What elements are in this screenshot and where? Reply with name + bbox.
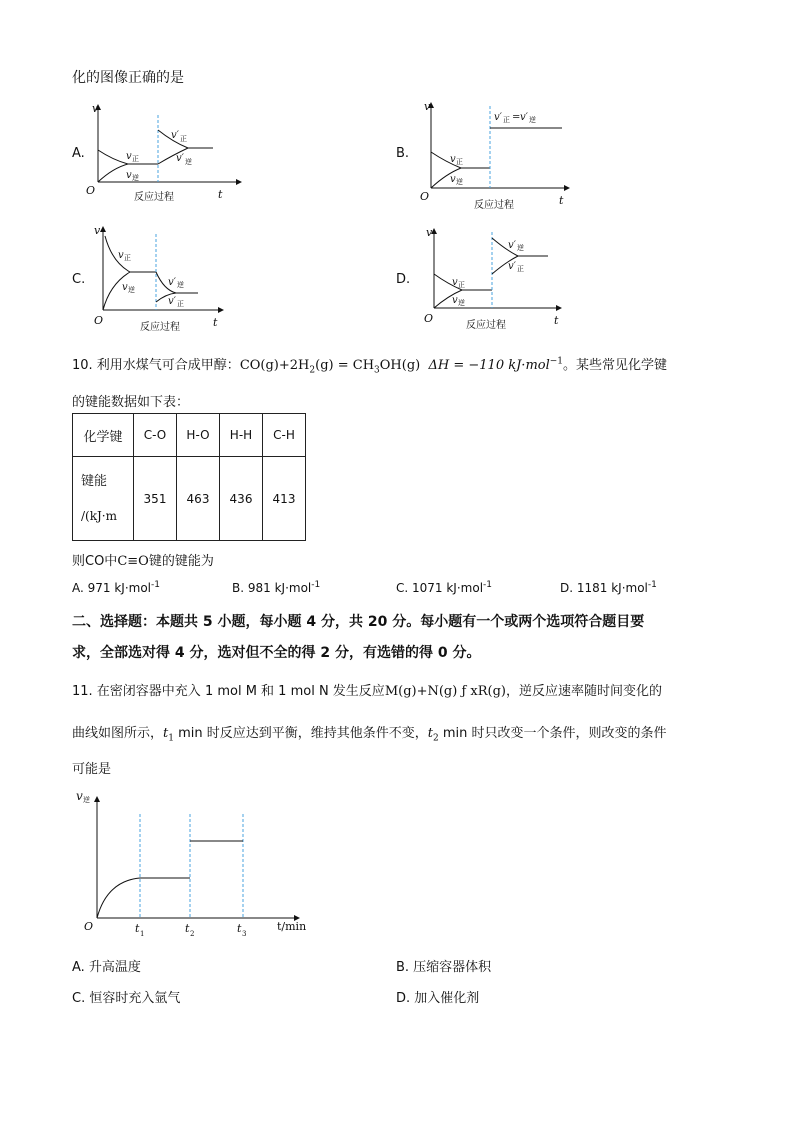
svg-text:逆: 逆	[517, 244, 524, 252]
svg-text:v: v	[452, 295, 458, 306]
table-header: C-O	[134, 414, 177, 457]
q10-question: 则CO中C≡O键的键能为	[72, 554, 214, 569]
t-axis-label: t	[218, 188, 223, 201]
svg-text:v: v	[424, 100, 431, 113]
svg-text:v: v	[94, 224, 101, 237]
svg-text:逆: 逆	[132, 174, 139, 182]
table-header: H-O	[177, 414, 220, 457]
svg-text:t/min: t/min	[277, 920, 307, 933]
table-header: H-H	[220, 414, 263, 457]
svg-text:正: 正	[456, 158, 463, 166]
svg-text:O: O	[424, 312, 434, 325]
table-cell: 436	[220, 457, 263, 541]
q11-option-b[interactable]: B. 压缩容器体积	[396, 960, 492, 975]
q9-option-b-label: B.	[396, 146, 410, 161]
q9-graph-b	[416, 96, 576, 216]
q11-line1: 11. 在密闭容器中充入 1 mol M 和 1 mol N 发生反应M(g)+N(g) ƒ xR(g)，逆反应速率随时间变化的	[72, 684, 662, 699]
svg-text:逆: 逆	[128, 286, 135, 294]
q11-option-c[interactable]: C. 恒容时充入氩气	[72, 991, 181, 1006]
table-header: 化学键	[73, 414, 134, 457]
q10-option-a[interactable]: A. 971 kJ·mol$^{-1}$	[72, 580, 160, 595]
q11-line3: 可能是	[72, 762, 112, 777]
svg-text:正: 正	[132, 155, 139, 163]
svg-text:v′: v′	[494, 112, 502, 123]
svg-text:O: O	[84, 920, 94, 933]
svg-text:t: t	[559, 194, 564, 207]
intro-text: 化的图像正确的是	[72, 70, 184, 86]
svg-text:逆: 逆	[185, 158, 192, 166]
q11-graph	[72, 786, 322, 946]
svg-text:逆: 逆	[177, 281, 184, 289]
svg-text:v′: v′	[176, 153, 184, 164]
svg-text:v: v	[76, 789, 83, 803]
q10-option-c[interactable]: C. 1071 kJ·mol$^{-1}$	[396, 580, 493, 595]
svg-text:v: v	[450, 154, 456, 165]
q10-option-b[interactable]: B. 981 kJ·mol$^{-1}$	[232, 580, 321, 595]
svg-text:O: O	[94, 314, 104, 327]
svg-text:逆: 逆	[529, 116, 536, 124]
svg-text:v′: v′	[168, 296, 176, 307]
q9-graph-d	[416, 222, 576, 334]
table-cell: 351	[134, 457, 177, 541]
table-cell: 413	[263, 457, 306, 541]
x-axis-caption: 反应过程	[134, 192, 174, 203]
svg-text:v′: v′	[171, 130, 179, 141]
q9-option-a-label: A.	[72, 146, 85, 161]
svg-text:正: 正	[124, 254, 131, 262]
origin-label: O	[86, 184, 96, 197]
svg-text:正: 正	[177, 300, 184, 308]
q11-option-d[interactable]: D. 加入催化剂	[396, 991, 480, 1006]
svg-text:正: 正	[458, 281, 465, 289]
q11-option-a[interactable]: A. 升高温度	[72, 960, 141, 975]
svg-text:v: v	[122, 282, 128, 293]
svg-text:=: =	[512, 112, 521, 123]
q9-option-c-label: C.	[72, 272, 86, 287]
svg-text:v′: v′	[508, 261, 516, 272]
q10-stem: 10. 利用水煤气可合成甲醇：$CO(g)+2H_2(g) = CH_3OH(g) \Delta H = -110$ kJ·mol$^{-1}$。某些常见化学键	[72, 356, 668, 376]
svg-text:1: 1	[140, 930, 145, 938]
svg-text:v: v	[426, 226, 433, 239]
svg-text:正: 正	[517, 265, 524, 273]
q9-graph-c	[88, 222, 238, 334]
svg-text:逆: 逆	[458, 299, 465, 307]
svg-text:逆: 逆	[83, 796, 90, 804]
q9-graph-a	[88, 100, 248, 210]
svg-text:t: t	[237, 922, 242, 935]
section2-heading-line1: 二、选择题：本题共 5 小题，每小题 4 分，共 20 分。每小题有一个或两个选项符合题目要	[72, 614, 645, 630]
svg-text:2: 2	[190, 930, 195, 938]
svg-text:t: t	[185, 922, 190, 935]
svg-text:正: 正	[503, 116, 510, 124]
svg-text:t: t	[554, 314, 559, 327]
svg-text:v: v	[126, 151, 132, 162]
svg-text:3: 3	[242, 930, 247, 938]
table-row-label: 键能 /(kJ·m	[73, 457, 134, 541]
q10-line2: 的键能数据如下表：	[72, 395, 190, 410]
table-cell: 463	[177, 457, 220, 541]
svg-text:反应过程: 反应过程	[474, 200, 514, 211]
q11-line2: 曲线如图所示，$t_1$ min 时反应达到平衡，维持其他条件不变，$t_2$ min 时只改变一个条件，则改变的条件	[72, 726, 667, 744]
q10-option-d[interactable]: D. 1181 kJ·mol$^{-1}$	[560, 580, 657, 595]
svg-text:v′: v′	[508, 240, 516, 251]
q9-option-d-label: D.	[396, 272, 411, 287]
svg-text:t: t	[213, 316, 218, 329]
svg-text:v′: v′	[168, 277, 176, 288]
svg-text:逆: 逆	[456, 178, 463, 186]
svg-text:v: v	[452, 277, 458, 288]
svg-text:v: v	[450, 174, 456, 185]
v-axis-label: v	[92, 102, 99, 115]
svg-text:v: v	[118, 250, 124, 261]
section2-heading-line2: 求，全部选对得 4 分，选对但不全的得 2 分，有选错的得 0 分。	[72, 645, 481, 661]
svg-text:反应过程: 反应过程	[466, 320, 506, 331]
svg-text:O: O	[420, 190, 430, 203]
table-header: C-H	[263, 414, 306, 457]
svg-text:t: t	[135, 922, 140, 935]
svg-text:反应过程: 反应过程	[140, 322, 180, 333]
svg-text:v′: v′	[520, 112, 528, 123]
bond-energy-table	[72, 413, 306, 541]
svg-text:正: 正	[180, 135, 187, 143]
svg-text:v: v	[126, 170, 132, 181]
